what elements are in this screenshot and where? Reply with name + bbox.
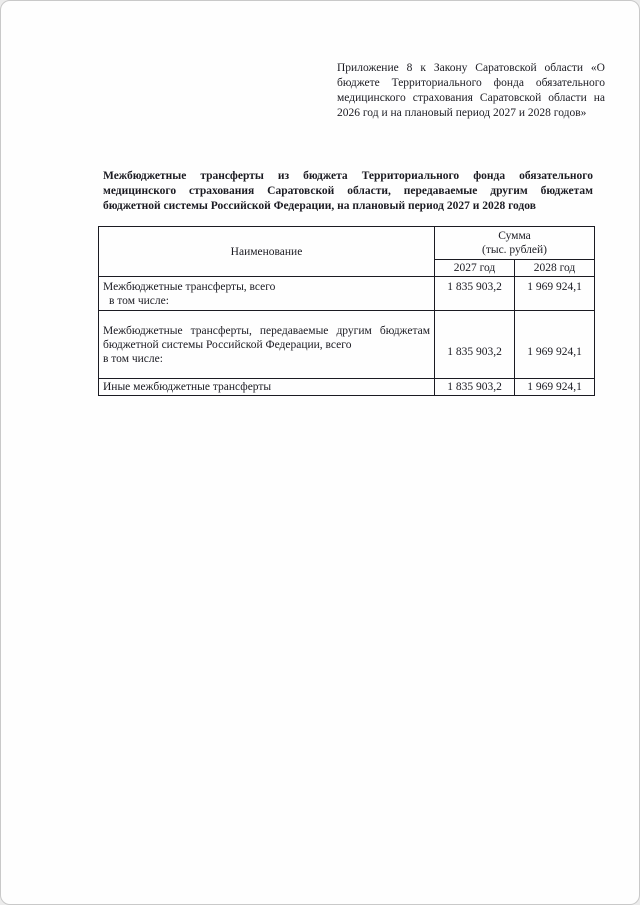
value-2027: 1 835 903,2	[435, 311, 515, 379]
col-header-2028: 2028 год	[515, 260, 595, 277]
value-2028: 1 969 924,1	[515, 311, 595, 379]
table-row	[99, 277, 595, 311]
transfers-table	[98, 226, 595, 396]
row-name-cell	[99, 277, 435, 311]
row-name: Межбюджетные трансферты, всего	[103, 281, 276, 294]
table-header-row-1	[99, 227, 595, 260]
row-name: Межбюджетные трансферты, передаваемые другим бюджетам бюджетной системы Российской Федерации, всего	[103, 325, 430, 352]
row-name-cell	[99, 311, 435, 379]
col-header-name: Наименование	[99, 227, 435, 277]
value-2027: 1 835 903,2	[435, 379, 515, 396]
sum-unit-label: (тыс. рублей)	[481, 244, 548, 257]
table-row	[99, 311, 595, 379]
row-name-cell	[99, 379, 435, 396]
sum-label: Сумма	[498, 230, 531, 242]
row-subnote: в том числе:	[109, 295, 169, 308]
annex-note: Приложение 8 к Закону Саратовской области «О бюджете Территориального фонда обязательного медицинского страхования Саратовской области на 2026 год и на плановый период 2027 и 2028 годов»	[337, 62, 605, 119]
row-name: Иные межбюджетные трансферты	[103, 381, 272, 394]
value-2028: 1 969 924,1	[515, 379, 595, 396]
col-header-2027: 2027 год	[435, 260, 515, 277]
value-2028: 1 969 924,1	[515, 277, 595, 311]
row-subnote: в том числе:	[103, 353, 163, 366]
table-row	[99, 379, 595, 396]
value-2027: 1 835 903,2	[435, 277, 515, 311]
col-header-sum	[435, 227, 595, 260]
document-title: Межбюджетные трансферты из бюджета Территориального фонда обязательного медицинского страхования Саратовской области, передаваемые другим бюджетам бюджетной системы Российской Федерации, на плановый период 2027 и 2028 годов	[103, 170, 593, 213]
